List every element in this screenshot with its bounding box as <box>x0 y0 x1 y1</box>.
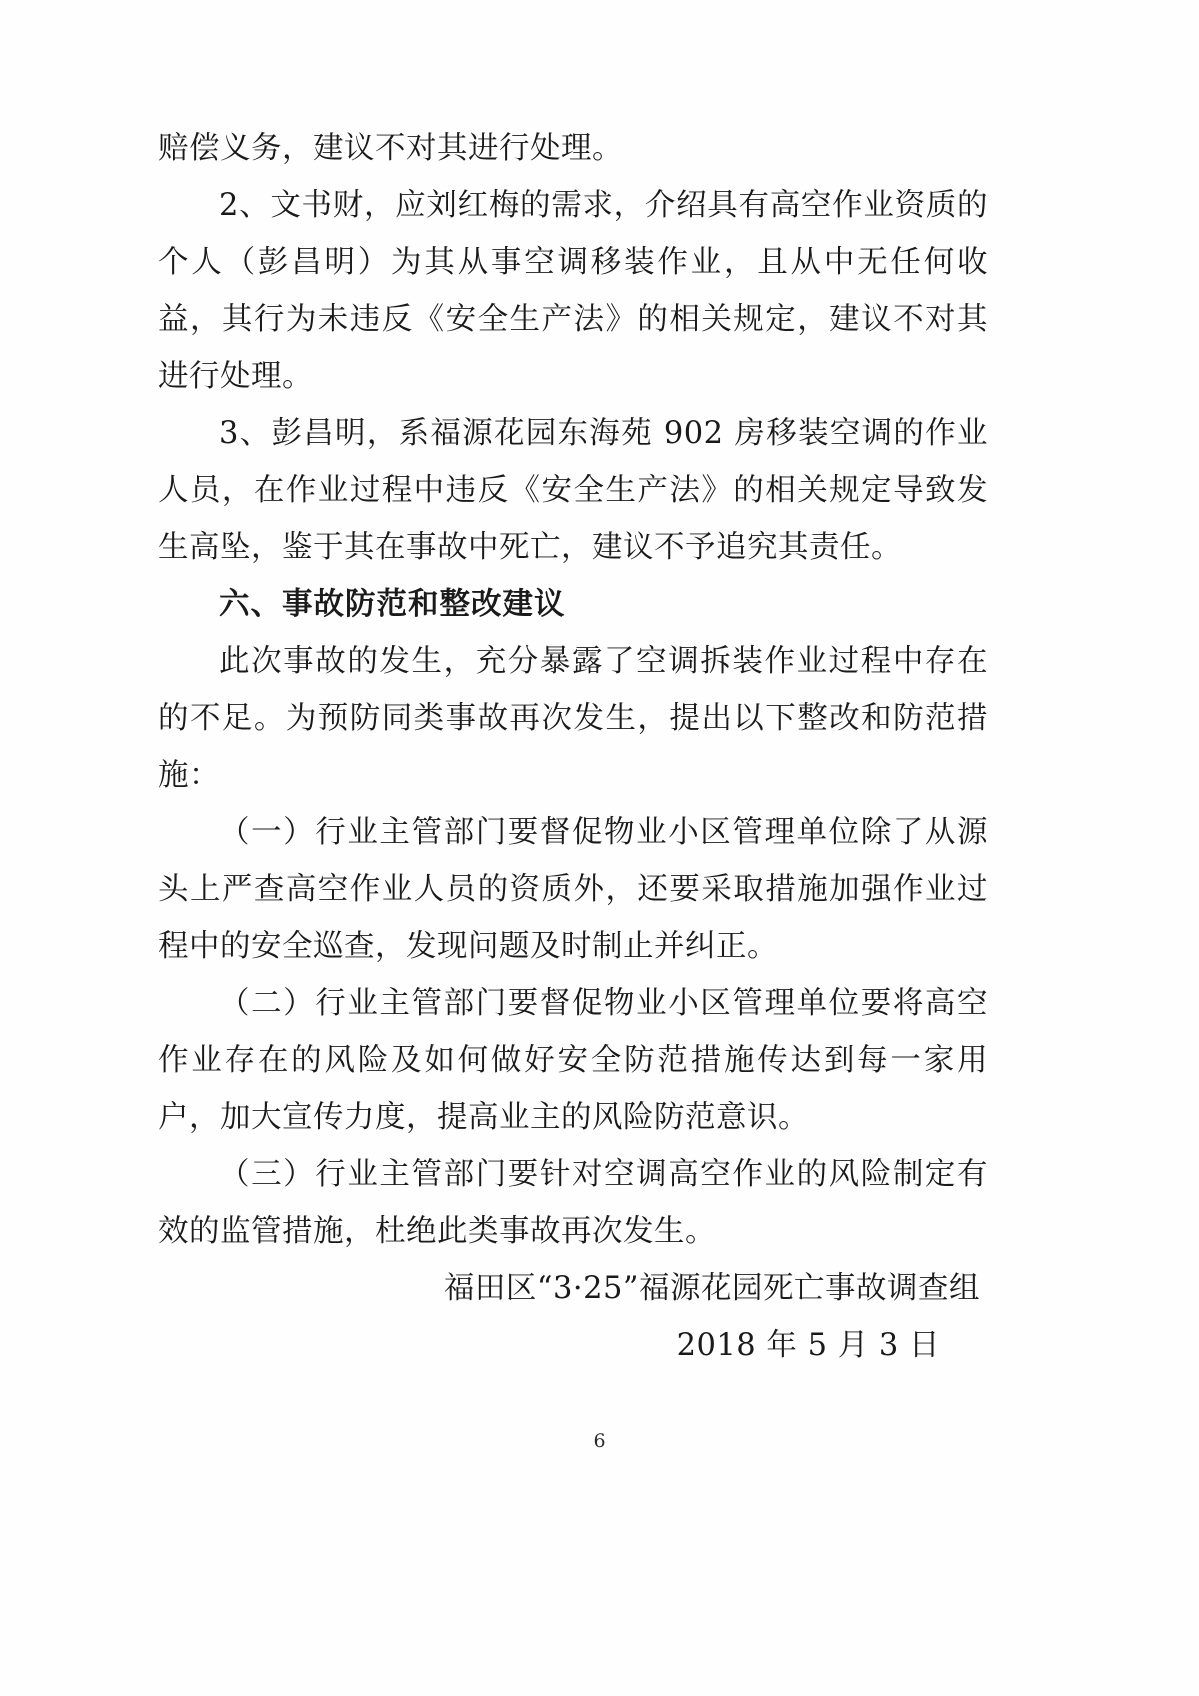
paragraph-measure-1: （一）行业主管部门要督促物业小区管理单位除了从源头上严查高空作业人员的资质外，还要采取措施加强作业过程中的安全巡查，发现问题及时制止并纠正。 <box>158 815 988 964</box>
section-heading-six: 六、事故防范和整改建议 <box>219 587 566 622</box>
paragraph-continued: 赔偿义务，建议不对其进行处理。 <box>158 131 623 166</box>
paragraph-item-2: 2、文书财，应刘红梅的需求，介绍具有高空作业资质的个人（彭昌明）为其从事空调移装作业，且从中无任何收益，其行为未违反《安全生产法》的相关规定，建议不对其进行处理。 <box>158 188 988 394</box>
document-body <box>158 120 988 1374</box>
signature-organization: 福田区“3·25”福源花园死亡事故调查组 <box>443 1271 980 1306</box>
paragraph-section-intro: 此次事故的发生，充分暴露了空调拆装作业过程中存在的不足。为预防同类事故再次发生，提出以下整改和防范措施： <box>158 644 988 793</box>
paragraph-item-3: 3、彭昌明，系福源花园东海苑 902 房移装空调的作业人员，在作业过程中违反《安全生产法》的相关规定导致发生高坠，鉴于其在事故中死亡，建议不予追究其责任。 <box>158 416 988 565</box>
page-number: 6 <box>593 1430 606 1452</box>
signature-date: 2018 年 5 月 3 日 <box>676 1328 940 1363</box>
paragraph-measure-3: （三）行业主管部门要针对空调高空作业的风险制定有效的监管措施，杜绝此类事故再次发生。 <box>158 1157 988 1249</box>
paragraph-measure-2: （二）行业主管部门要督促物业小区管理单位要将高空作业存在的风险及如何做好安全防范措施传达到每一家用户，加大宣传力度，提高业主的风险防范意识。 <box>158 986 988 1135</box>
